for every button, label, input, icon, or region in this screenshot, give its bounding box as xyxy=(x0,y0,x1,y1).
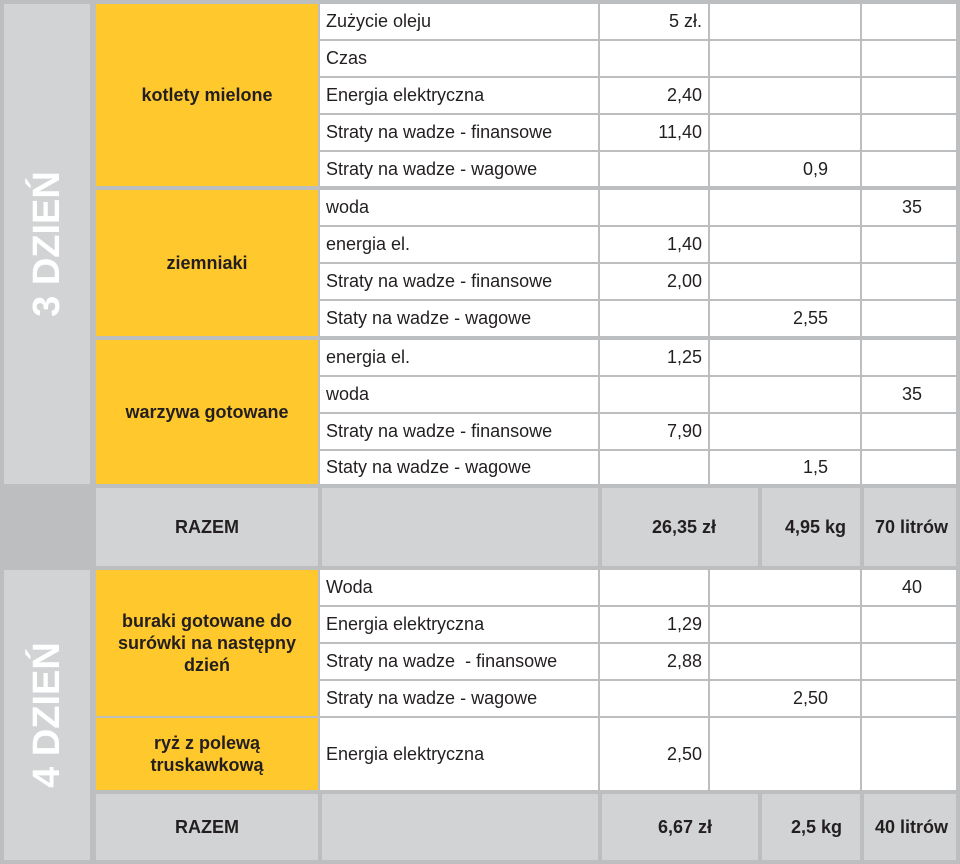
day4-total-label: RAZEM xyxy=(96,794,318,860)
row-weight xyxy=(710,414,860,449)
row-water xyxy=(862,264,956,299)
row-weight: 1,5 xyxy=(710,451,860,484)
row-cost: 5 zł. xyxy=(600,4,708,39)
row-cost: 2,00 xyxy=(600,264,708,299)
row-cost xyxy=(600,152,708,186)
row-water xyxy=(862,718,956,790)
row-weight xyxy=(710,570,860,605)
row-water xyxy=(862,152,956,186)
day3-label: 3 DZIEŃ xyxy=(26,171,68,317)
row-water xyxy=(862,644,956,679)
row-water xyxy=(862,451,956,484)
row-label: Czas xyxy=(320,41,598,76)
row-label: woda xyxy=(320,190,598,225)
row-cost xyxy=(600,190,708,225)
day3-total-spacer xyxy=(322,488,598,566)
row-water: 35 xyxy=(862,377,956,412)
dish-warzywa: warzywa gotowane xyxy=(96,340,318,484)
row-water: 35 xyxy=(862,190,956,225)
day4-total-weight: 2,5 kg xyxy=(762,794,860,860)
row-water xyxy=(862,41,956,76)
day4-label: 4 DZIEŃ xyxy=(26,642,68,788)
row-weight: 2,50 xyxy=(710,681,860,716)
row-label: Energia elektryczna xyxy=(320,607,598,642)
row-water xyxy=(862,301,956,336)
row-label: Energia elektryczna xyxy=(320,78,598,113)
row-weight xyxy=(710,4,860,39)
row-water xyxy=(862,115,956,150)
row-label: Straty na wadze - finansowe xyxy=(320,115,598,150)
row-cost xyxy=(600,41,708,76)
day4-side-cell xyxy=(4,570,90,860)
row-label: Zużycie oleju xyxy=(320,4,598,39)
row-weight xyxy=(710,227,860,262)
row-weight xyxy=(710,264,860,299)
row-cost: 2,50 xyxy=(600,718,708,790)
row-label: Energia elektryczna xyxy=(320,718,598,790)
row-label: Staty na wadze - wagowe xyxy=(320,451,598,484)
row-water xyxy=(862,78,956,113)
row-weight xyxy=(710,607,860,642)
row-cost: 7,90 xyxy=(600,414,708,449)
day3-total-label: RAZEM xyxy=(96,488,318,566)
row-weight xyxy=(710,644,860,679)
row-label: Straty na wadze - finansowe xyxy=(320,644,598,679)
row-weight xyxy=(710,340,860,375)
row-water xyxy=(862,607,956,642)
row-label: Straty na wadze - finansowe xyxy=(320,264,598,299)
dish-kotlety: kotlety mielone xyxy=(96,4,318,186)
row-cost: 2,40 xyxy=(600,78,708,113)
dish-buraki: buraki gotowane do surówki na następny dzień xyxy=(96,570,318,716)
day3-total-water: 70 litrów xyxy=(864,488,956,566)
day4-total-water: 40 litrów xyxy=(864,794,956,860)
row-label: energia el. xyxy=(320,227,598,262)
dish-ryz: ryż z polewą truskawkową xyxy=(96,718,318,790)
row-cost xyxy=(600,451,708,484)
row-water xyxy=(862,4,956,39)
row-cost: 2,88 xyxy=(600,644,708,679)
row-weight xyxy=(710,78,860,113)
row-weight xyxy=(710,718,860,790)
row-weight xyxy=(710,41,860,76)
day3-total-cost: 26,35 zł xyxy=(602,488,758,566)
row-weight xyxy=(710,115,860,150)
row-label: Straty na wadze - wagowe xyxy=(320,152,598,186)
row-label: woda xyxy=(320,377,598,412)
day4-total-cost: 6,67 zł xyxy=(602,794,758,860)
row-water xyxy=(862,227,956,262)
row-water xyxy=(862,681,956,716)
row-cost: 1,29 xyxy=(600,607,708,642)
row-cost: 1,25 xyxy=(600,340,708,375)
row-weight: 0,9 xyxy=(710,152,860,186)
row-label: Staty na wadze - wagowe xyxy=(320,301,598,336)
row-weight: 2,55 xyxy=(710,301,860,336)
day3-side-cell xyxy=(4,4,90,484)
row-cost: 11,40 xyxy=(600,115,708,150)
row-water xyxy=(862,340,956,375)
row-cost xyxy=(600,301,708,336)
day3-total-weight: 4,95 kg xyxy=(762,488,860,566)
row-label: energia el. xyxy=(320,340,598,375)
row-cost xyxy=(600,377,708,412)
dish-ziemniaki: ziemniaki xyxy=(96,190,318,336)
row-cost xyxy=(600,681,708,716)
row-water xyxy=(862,414,956,449)
row-label: Woda xyxy=(320,570,598,605)
row-weight xyxy=(710,190,860,225)
row-label: Straty na wadze - wagowe xyxy=(320,681,598,716)
row-label: Straty na wadze - finansowe xyxy=(320,414,598,449)
row-cost xyxy=(600,570,708,605)
row-cost: 1,40 xyxy=(600,227,708,262)
row-water: 40 xyxy=(862,570,956,605)
day4-total-spacer xyxy=(322,794,598,860)
row-weight xyxy=(710,377,860,412)
